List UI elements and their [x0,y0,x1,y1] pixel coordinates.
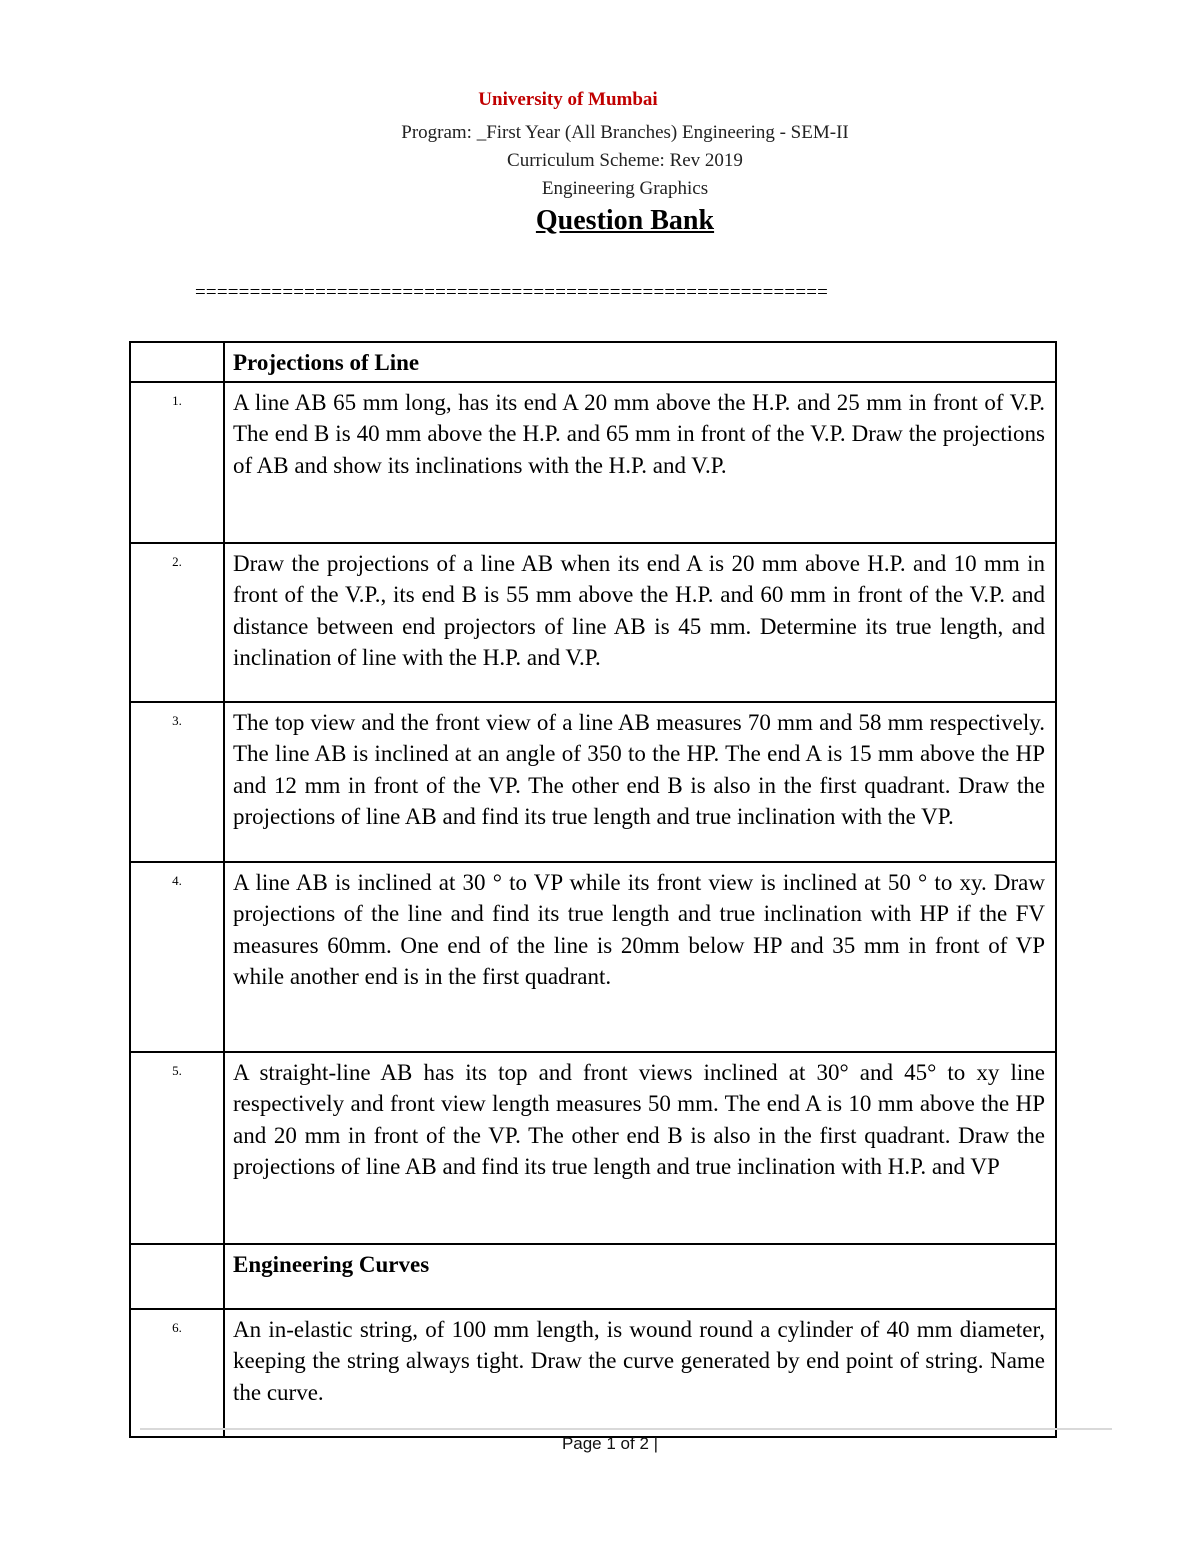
question-number: 2. [130,543,224,702]
question-text: The top view and the front view of a line AB measures 70 mm and 58 mm respectively. The line AB is inclined at an angle of 350 to the HP. The end A is 15 mm above the HP and 12 mm in front of the VP. The other end B is also in the first quadrant. Draw the projections of line AB and find its true length and true inclination with the VP. [224,702,1056,862]
curriculum-scheme-line: Curriculum Scheme: Rev 2019 [507,150,743,171]
page-title: Question Bank [535,205,715,236]
page-footer: Page 1 of 2 | [561,1434,659,1453]
separator-line: ========================================================== [195,282,829,303]
question-row [130,1309,1056,1437]
question-text: Draw the projections of a line AB when its end A is 20 mm above H.P. and 10 mm in front of the V.P., its end B is 55 mm above the H.P. and 60 mm in front of the V.P. and distance between end projectors of line AB is 45 mm. Determine its true length, and inclination of line with the H.P. and V.P. [224,543,1056,702]
question-text: An in-elastic string, of 100 mm length, is wound round a cylinder of 40 mm diameter, keeping the string always tight. Draw the curve generated by end point of string. Name the curve. [224,1309,1056,1437]
question-text: A straight-line AB has its top and front views inclined at 30° and 45° to xy line respectively and front view length measures 50 mm. The end A is 10 mm above the HP and 20 mm in front of the VP. The other end B is also in the first quadrant. Draw the projections of line AB and find its true length and true inclination with H.P. and VP [224,1052,1056,1244]
question-number: 5. [130,1052,224,1244]
row-number [130,1244,224,1309]
question-text: A line AB 65 mm long, has its end A 20 mm above the H.P. and 25 mm in front of V.P. The end B is 40 mm above the H.P. and 65 mm in front of the V.P. Draw the projections of AB and show its inclinations with the H.P. and V.P. [224,382,1056,543]
question-row [130,382,1056,543]
question-number: 4. [130,862,224,1052]
question-table [129,341,1057,1438]
question-row [130,1052,1056,1244]
university-name: University of Mumbai [478,89,658,110]
question-row [130,543,1056,702]
subject-line: Engineering Graphics [541,178,709,199]
section-row [130,1244,1056,1309]
footer-divider [140,1428,1112,1430]
question-row [130,862,1056,1052]
section-row [130,342,1056,382]
question-number: 1. [130,382,224,543]
question-number: 3. [130,702,224,862]
section-heading: Projections of Line [224,342,1056,382]
question-row [130,702,1056,862]
question-number: 6. [130,1309,224,1437]
question-text: A line AB is inclined at 30 ° to VP while its front view is inclined at 50 ° to xy. Draw projections of the line and find its true length and true inclination with HP if the FV measures 60mm. One end of the line is 20mm below HP and 35 mm in front of VP while another end is in the first quadrant. [224,862,1056,1052]
program-line: Program: _First Year (All Branches) Engineering - SEM-II [401,122,849,143]
row-number [130,342,224,382]
section-heading: Engineering Curves [224,1244,1056,1309]
